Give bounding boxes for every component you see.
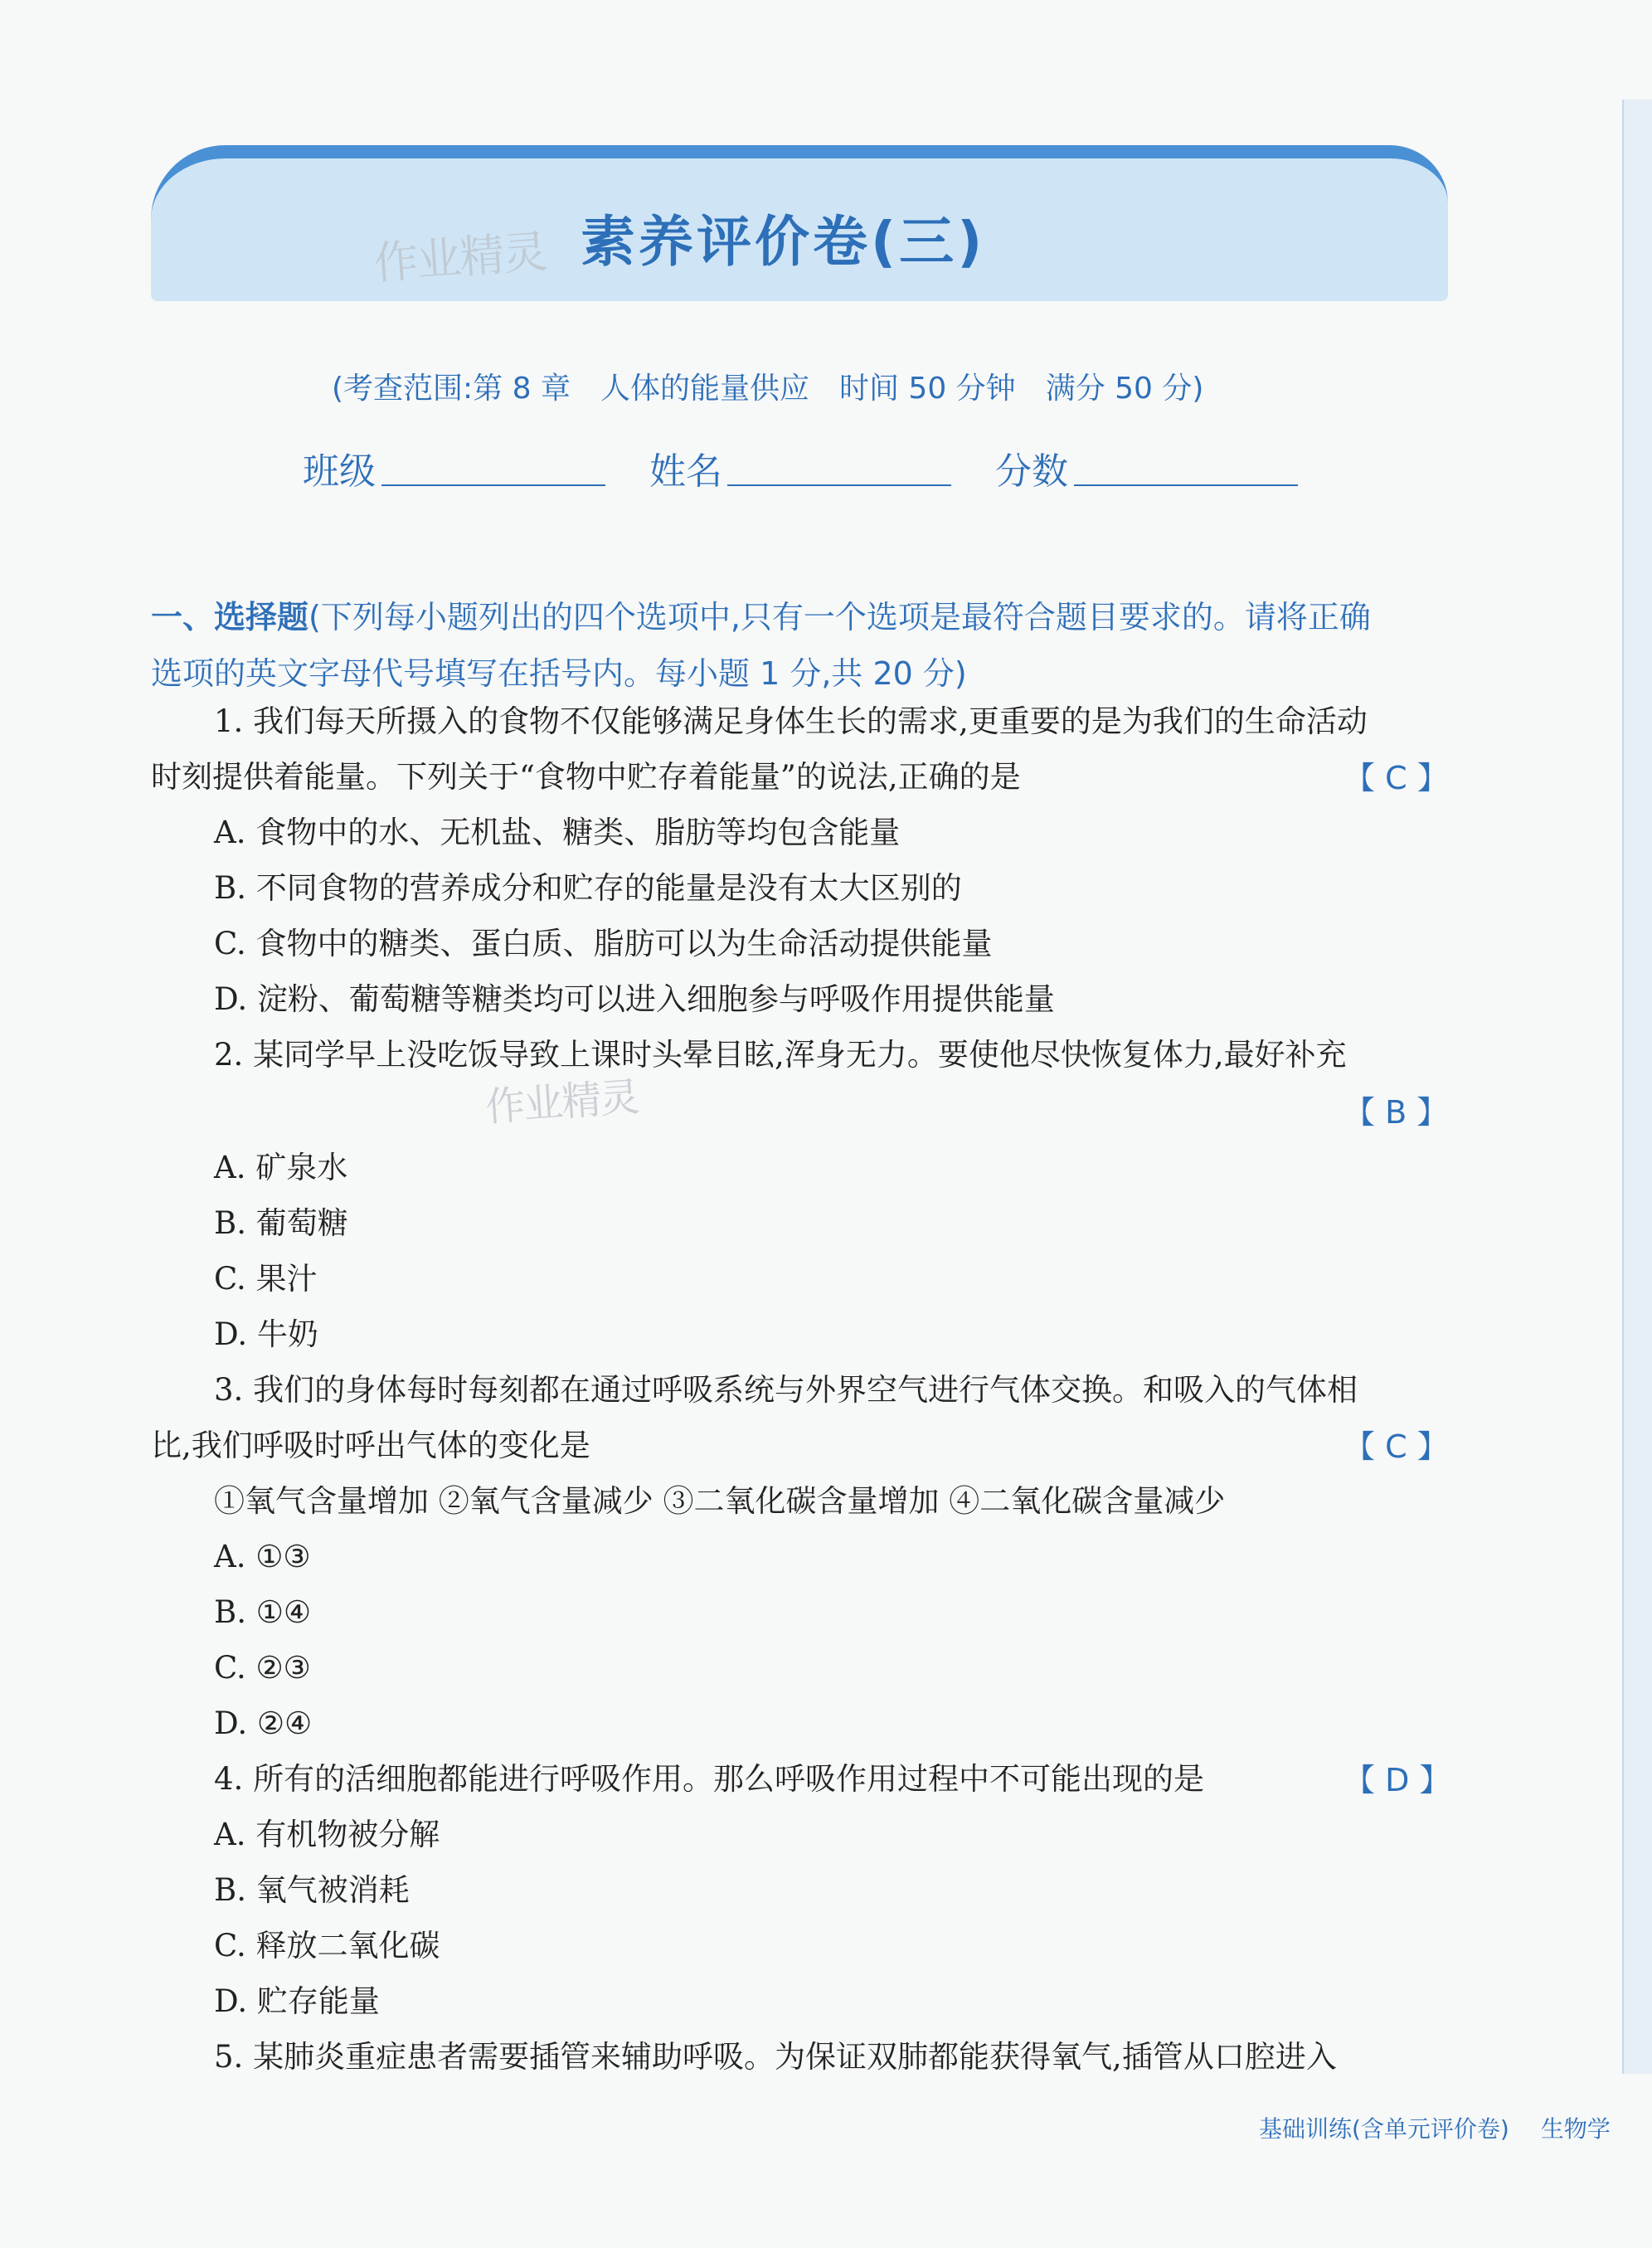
watermark-2: 作业精灵 (483, 1073, 640, 1131)
scope-chapter: (考查范围:第 8 章 (332, 372, 571, 406)
watermark: 作业精灵 (372, 225, 548, 290)
question-2-option-c: C. 果汁 (214, 1261, 318, 1297)
question-3-answer: 【 C 】 (1343, 1428, 1449, 1465)
exam-scope (332, 365, 1203, 407)
student-info (303, 441, 1314, 491)
scope-score: 满分 50 分) (1045, 372, 1204, 406)
question-1-stem: 1. 我们每天所摄入的食物不仅能够满足身体生长的需求,更重要的是为我们的生命活动 (214, 703, 1368, 739)
question-2-option-a: A. 矿泉水 (214, 1150, 348, 1185)
question-3-option-c: C. ②③ (214, 1650, 311, 1686)
question-4-option-a: A. 有机物被分解 (214, 1817, 440, 1852)
question-3-statements: ①氧气含量增加 ②氧气含量减少 ③二氧化碳含量增加 ④二氧化碳含量减少 (214, 1483, 1226, 1519)
question-3-option-b: B. ①④ (214, 1594, 312, 1630)
question-1-option-a: A. 食物中的水、无机盐、糖类、脂肪等均包含能量 (214, 815, 901, 850)
class-field[interactable] (381, 484, 605, 486)
question-3-option-a: A. ①③ (214, 1539, 311, 1574)
question-4-option-c: C. 释放二氧化碳 (214, 1928, 440, 1963)
page-title: 素养评价卷(三) (581, 210, 986, 274)
section-title: 一、选择题 (151, 599, 309, 635)
page-edge (1622, 100, 1652, 2074)
page-footer (1259, 2111, 1611, 2144)
question-5-stem: 5. 某肺炎重症患者需要插管来辅助呼吸。为保证双肺都能获得氧气,插管从口腔进入 (214, 2039, 1337, 2075)
footer-subject: 生物学 (1540, 2115, 1611, 2143)
question-2-option-b: B. 葡萄糖 (214, 1205, 348, 1241)
question-3-stem-cont: 比,我们呼吸时呼出气体的变化是 (151, 1428, 590, 1463)
name-label: 姓名 (649, 450, 722, 493)
section-heading (151, 589, 1461, 702)
question-3-stem: 3. 我们的身体每时每刻都在通过呼吸系统与外界空气进行气体交换。和吸入的气体相 (214, 1372, 1358, 1408)
question-2-option-d: D. 牛奶 (214, 1316, 318, 1352)
question-1-stem-cont: 时刻提供着能量。下列关于“食物中贮存着能量”的说法,正确的是 (151, 759, 1021, 795)
section-instruction-2: 选项的英文字母代号填写在括号内。每小题 1 分,共 20 分) (151, 655, 967, 692)
question-1-answer: 【 C 】 (1343, 760, 1449, 796)
section-instruction-1: (下列每小题列出的四个选项中,只有一个选项是最符合题目要求的。请将正确 (309, 599, 1371, 635)
question-2-answer: 【 B 】 (1343, 1094, 1449, 1131)
scope-topic: 人体的能量供应 (600, 372, 809, 406)
question-1-option-c: C. 食物中的糖类、蛋白质、脂肪可以为生命活动提供能量 (214, 926, 993, 961)
scope-time: 时间 50 分钟 (838, 372, 1016, 406)
question-4-stem: 4. 所有的活细胞都能进行呼吸作用。那么呼吸作用过程中不可能出现的是 (214, 1761, 1205, 1797)
name-field[interactable] (727, 484, 951, 486)
question-4-option-b: B. 氧气被消耗 (214, 1872, 410, 1908)
question-4-answer: 【 D 】 (1343, 1762, 1451, 1798)
footer-book-title: 基础训练(含单元评价卷) (1259, 2115, 1509, 2143)
question-2-stem: 2. 某同学早上没吃饭导致上课时头晕目眩,浑身无力。要使他尽快恢复体力,最好补充 (214, 1037, 1347, 1073)
score-field[interactable] (1074, 484, 1298, 486)
question-1-option-b: B. 不同食物的营养成分和贮存的能量是没有太大区别的 (214, 870, 962, 906)
question-3-option-d: D. ②④ (214, 1705, 313, 1741)
score-label: 分数 (995, 450, 1068, 493)
class-label: 班级 (303, 450, 376, 493)
question-4-option-d: D. 贮存能量 (214, 1983, 380, 2019)
question-1-option-d: D. 淀粉、葡萄糖等糖类均可以进入细胞参与呼吸作用提供能量 (214, 981, 1055, 1017)
